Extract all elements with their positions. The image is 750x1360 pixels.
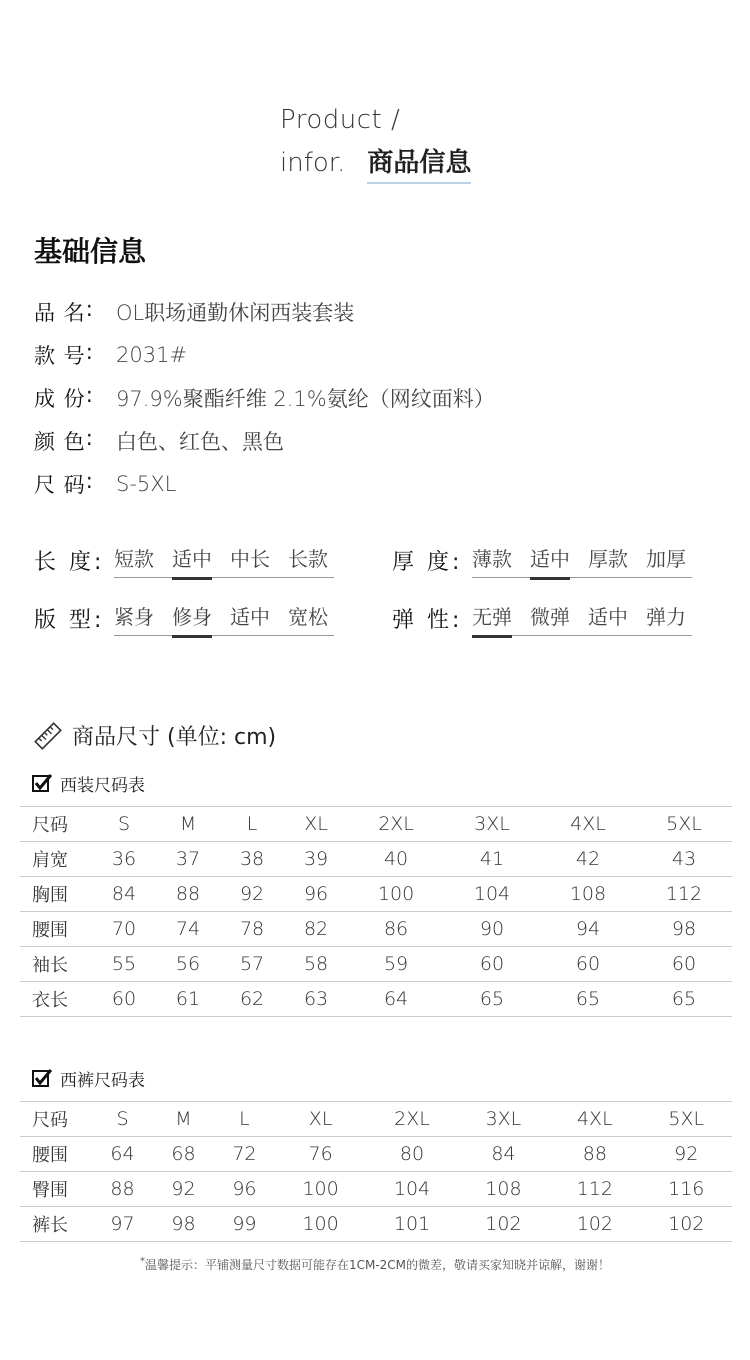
table-cell: 60 bbox=[444, 947, 540, 982]
row-label-cell: 肩宽 bbox=[20, 842, 92, 877]
table-row bbox=[20, 1137, 732, 1172]
attribute-label: 弹 性: bbox=[392, 608, 463, 633]
table-cell: 2XL bbox=[348, 807, 444, 842]
table-cell: 92 bbox=[641, 1137, 732, 1172]
table-cell: 80 bbox=[366, 1137, 457, 1172]
info-label: 品 名 : bbox=[34, 296, 95, 325]
table-cell: S bbox=[92, 1102, 153, 1137]
row-label-cell: 臀围 bbox=[20, 1172, 92, 1207]
table-header-row bbox=[20, 807, 732, 842]
tip-text: 温馨提示：平铺测量尺寸数据可能存在1CM-2CM的微差，敬请买家知晓并谅解，谢谢！ bbox=[144, 1258, 611, 1272]
header-cn-title: 商品信息 bbox=[367, 140, 471, 186]
table-cell: 100 bbox=[275, 1207, 366, 1242]
table-cell: 65 bbox=[636, 982, 732, 1017]
table-row bbox=[20, 877, 732, 912]
attribute-fit bbox=[34, 596, 334, 636]
table-cell: 3XL bbox=[444, 807, 540, 842]
table-cell: 97 bbox=[92, 1207, 153, 1242]
table-cell: L bbox=[214, 1102, 275, 1137]
table-row bbox=[20, 842, 732, 877]
table-cell: 40 bbox=[348, 842, 444, 877]
pants-size-table bbox=[20, 1101, 732, 1242]
table-cell: 60 bbox=[540, 947, 636, 982]
attribute-label: 版 型: bbox=[34, 608, 105, 633]
table-cell: M bbox=[153, 1102, 214, 1137]
table-cell: 60 bbox=[92, 982, 156, 1017]
info-row-size bbox=[34, 462, 495, 505]
table-cell: S bbox=[92, 807, 156, 842]
table-cell: 88 bbox=[549, 1137, 640, 1172]
size-section-title: 商品尺寸 (单位: cm) bbox=[72, 725, 277, 750]
attribute-option-selected: 适中 bbox=[172, 544, 212, 574]
table-cell: 60 bbox=[636, 947, 732, 982]
table-cell: 100 bbox=[348, 877, 444, 912]
suit-size-table-block bbox=[20, 768, 732, 1017]
table-cell: 59 bbox=[348, 947, 444, 982]
table-row bbox=[20, 947, 732, 982]
info-row-style-no bbox=[34, 333, 495, 376]
checkbox-checked-icon bbox=[32, 773, 52, 793]
attribute-option: 紧身 bbox=[114, 605, 154, 629]
attribute-label: 长 度: bbox=[34, 550, 105, 575]
table-cell: 4XL bbox=[540, 807, 636, 842]
table-cell: 65 bbox=[444, 982, 540, 1017]
suit-size-table bbox=[20, 806, 732, 1017]
info-value: OL职场通勤休闲西装套装 bbox=[116, 300, 355, 325]
pants-size-table-block bbox=[20, 1063, 732, 1242]
table-cell: 38 bbox=[220, 842, 284, 877]
table-cell: 101 bbox=[366, 1207, 457, 1242]
attribute-option: 加厚 bbox=[646, 547, 686, 571]
header-en-line2: infor. bbox=[280, 148, 346, 178]
table-cell: 90 bbox=[444, 912, 540, 947]
attribute-option-selected: 适中 bbox=[530, 544, 570, 574]
attribute-option: 弹力 bbox=[646, 605, 686, 629]
suit-size-table-title: 西装尺码表 bbox=[60, 775, 145, 796]
basic-info-title: 基础信息 bbox=[34, 235, 147, 268]
table-cell: 84 bbox=[92, 877, 156, 912]
table-cell: 57 bbox=[220, 947, 284, 982]
table-cell: XL bbox=[284, 807, 348, 842]
measurement-tip bbox=[0, 1256, 750, 1273]
attribute-length bbox=[34, 538, 334, 578]
table-cell: 99 bbox=[214, 1207, 275, 1242]
row-label-cell: 腰围 bbox=[20, 912, 92, 947]
table-cell: 3XL bbox=[458, 1102, 549, 1137]
table-cell: 2XL bbox=[366, 1102, 457, 1137]
table-cell: 41 bbox=[444, 842, 540, 877]
attribute-option: 厚款 bbox=[588, 547, 628, 571]
table-cell: 42 bbox=[540, 842, 636, 877]
row-label-cell: 尺码 bbox=[20, 1102, 92, 1137]
table-cell: 62 bbox=[220, 982, 284, 1017]
ruler-icon bbox=[34, 722, 62, 750]
attribute-option-selected: 无弹 bbox=[472, 602, 512, 632]
attribute-option: 长款 bbox=[288, 547, 328, 571]
table-cell: 108 bbox=[458, 1172, 549, 1207]
table-cell: 64 bbox=[348, 982, 444, 1017]
table-cell: M bbox=[156, 807, 220, 842]
attribute-option: 宽松 bbox=[288, 605, 328, 629]
table-cell: 86 bbox=[348, 912, 444, 947]
table-cell: 78 bbox=[220, 912, 284, 947]
table-cell: 63 bbox=[284, 982, 348, 1017]
table-cell: 98 bbox=[153, 1207, 214, 1242]
table-row bbox=[20, 1172, 732, 1207]
table-cell: 92 bbox=[153, 1172, 214, 1207]
attribute-option: 适中 bbox=[588, 605, 628, 629]
table-cell: 72 bbox=[214, 1137, 275, 1172]
table-cell: 98 bbox=[636, 912, 732, 947]
info-label: 成 份 : bbox=[34, 382, 95, 411]
attribute-options bbox=[114, 602, 334, 636]
table-cell: 68 bbox=[153, 1137, 214, 1172]
row-label-cell: 衣长 bbox=[20, 982, 92, 1017]
table-cell: L bbox=[220, 807, 284, 842]
table-cell: 84 bbox=[458, 1137, 549, 1172]
table-cell: 43 bbox=[636, 842, 732, 877]
table-cell: 104 bbox=[366, 1172, 457, 1207]
table-cell: 82 bbox=[284, 912, 348, 947]
size-section-header bbox=[34, 720, 276, 751]
row-label-cell: 胸围 bbox=[20, 877, 92, 912]
table-cell: 88 bbox=[156, 877, 220, 912]
table-cell: 55 bbox=[92, 947, 156, 982]
table-cell: 102 bbox=[458, 1207, 549, 1242]
table-cell: 102 bbox=[641, 1207, 732, 1242]
attribute-option: 微弹 bbox=[530, 605, 570, 629]
table-cell: 61 bbox=[156, 982, 220, 1017]
table-cell: 70 bbox=[92, 912, 156, 947]
header-en-line1: Product / bbox=[280, 105, 401, 135]
attribute-options bbox=[472, 602, 692, 636]
info-row-color bbox=[34, 419, 495, 462]
table-cell: 88 bbox=[92, 1172, 153, 1207]
table-cell: 4XL bbox=[549, 1102, 640, 1137]
table-cell: 102 bbox=[549, 1207, 640, 1242]
table-cell: 5XL bbox=[641, 1102, 732, 1137]
table-cell: 76 bbox=[275, 1137, 366, 1172]
info-label: 颜 色 : bbox=[34, 425, 95, 454]
checkbox-checked-icon bbox=[32, 1068, 52, 1088]
attribute-label: 厚 度: bbox=[392, 550, 463, 575]
table-cell: 108 bbox=[540, 877, 636, 912]
attribute-option: 薄款 bbox=[472, 547, 512, 571]
info-row-name bbox=[34, 290, 495, 333]
table-cell: 116 bbox=[641, 1172, 732, 1207]
info-value: 97.9%聚酯纤维 2.1%氨纶（网纹面料） bbox=[116, 386, 495, 411]
info-value: S-5XL bbox=[116, 471, 177, 496]
pants-size-table-title: 西裤尺码表 bbox=[60, 1070, 145, 1091]
table-cell: 56 bbox=[156, 947, 220, 982]
table-cell: 74 bbox=[156, 912, 220, 947]
info-value: 2031# bbox=[116, 342, 188, 367]
tip-star: * bbox=[139, 1256, 145, 1267]
row-label-cell: 裤长 bbox=[20, 1207, 92, 1242]
attribute-thickness bbox=[392, 538, 692, 578]
info-row-composition bbox=[34, 376, 495, 419]
attribute-option: 短款 bbox=[114, 547, 154, 571]
table-cell: 37 bbox=[156, 842, 220, 877]
table-cell: 112 bbox=[636, 877, 732, 912]
attribute-elasticity bbox=[392, 596, 692, 636]
info-label: 款 号 : bbox=[34, 339, 95, 368]
basic-info-list bbox=[34, 290, 495, 505]
row-label-cell: 尺码 bbox=[20, 807, 92, 842]
table-row bbox=[20, 1207, 732, 1242]
attribute-option-selected: 修身 bbox=[172, 602, 212, 632]
table-cell: 65 bbox=[540, 982, 636, 1017]
table-header-row bbox=[20, 1102, 732, 1137]
attribute-options bbox=[472, 544, 692, 578]
attribute-option: 适中 bbox=[230, 605, 270, 629]
table-cell: 36 bbox=[92, 842, 156, 877]
table-cell: 92 bbox=[220, 877, 284, 912]
table-row bbox=[20, 912, 732, 947]
table-cell: 5XL bbox=[636, 807, 732, 842]
attribute-option: 中长 bbox=[230, 547, 270, 571]
product-info-header bbox=[280, 100, 471, 186]
info-value: 白色、红色、黑色 bbox=[116, 429, 284, 454]
table-cell: 94 bbox=[540, 912, 636, 947]
table-cell: 39 bbox=[284, 842, 348, 877]
info-label: 尺 码 : bbox=[34, 468, 95, 497]
table-cell: 112 bbox=[549, 1172, 640, 1207]
attribute-options bbox=[114, 544, 334, 578]
table-cell: 104 bbox=[444, 877, 540, 912]
row-label-cell: 腰围 bbox=[20, 1137, 92, 1172]
table-cell: 100 bbox=[275, 1172, 366, 1207]
table-cell: 96 bbox=[284, 877, 348, 912]
table-row bbox=[20, 982, 732, 1017]
table-cell: 64 bbox=[92, 1137, 153, 1172]
table-cell: XL bbox=[275, 1102, 366, 1137]
table-cell: 58 bbox=[284, 947, 348, 982]
table-cell: 96 bbox=[214, 1172, 275, 1207]
row-label-cell: 袖长 bbox=[20, 947, 92, 982]
